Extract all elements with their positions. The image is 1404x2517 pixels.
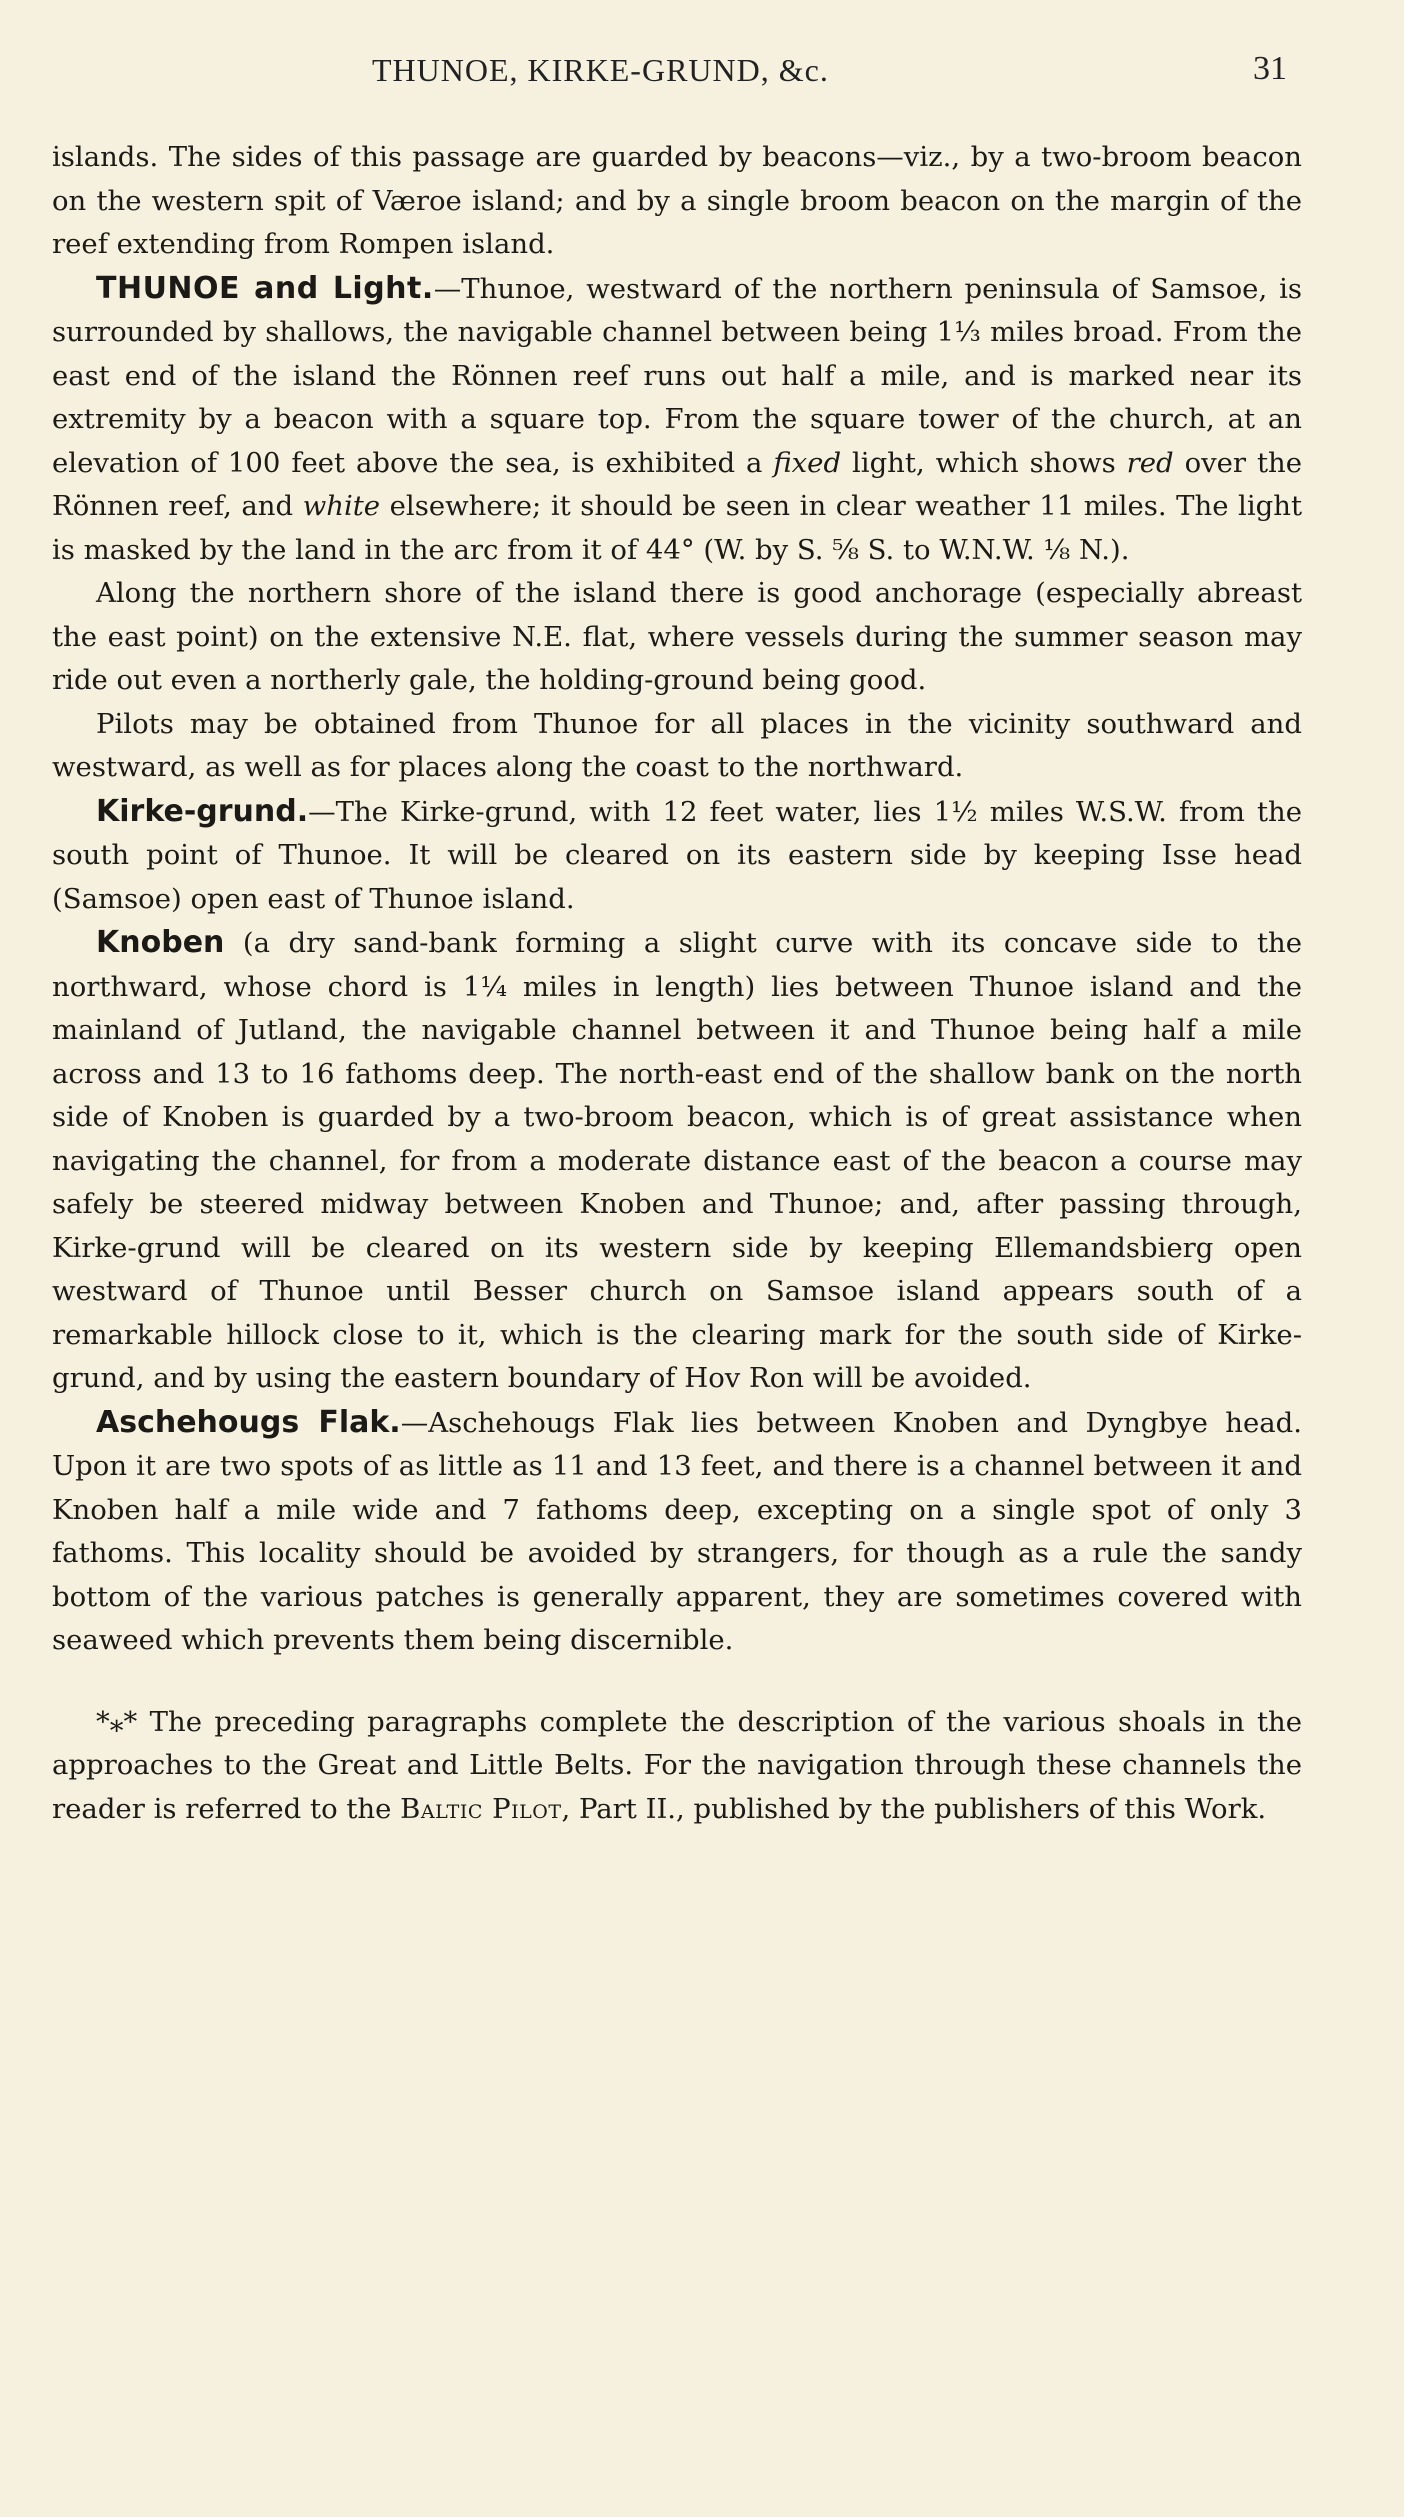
- paragraph-text: —The Kirke-grund, with 12 feet water, lies 1½ miles W.S.W. from the south point of Thunoe. It will be cleared on its eastern side by keeping Isse head (Samsoe) open east of Thunoe island.: [52, 795, 1302, 915]
- book-title-baltic-pilot: Baltic Pilot: [400, 1792, 562, 1825]
- italic-red: red: [1126, 446, 1174, 479]
- paragraph-text: elsewhere; it should be seen in clear weather 11 miles. The light is masked by the land in the arc from it of 44° (W. by S. ⅝ S. to W.N.W. ⅛ N.).: [52, 490, 1302, 566]
- paragraph-text: Pilots may be obtained from Thunoe for all places in the vicinity southward and westward, as well as for places along the coast to the northward.: [52, 707, 1302, 783]
- paragraph-text: The preceding paragraphs complete the description of the various shoals in the approaches to the Great and Little Belts. For the navigation through these channels the reader is referred to the: [52, 1705, 1302, 1825]
- paragraph-text: light, which shows: [851, 446, 1116, 479]
- section-heading-kirke-grund: Kirke-grund.: [96, 793, 309, 829]
- paragraph-text: Along the northern shore of the island there is good anchorage (especially abreast the east point) on the extensive N.E. flat, where vessels during the summer season may ride out even a northerly gale, the holding-ground being good.: [52, 577, 1302, 696]
- paragraph-pilots: [52, 703, 1302, 790]
- paragraph-anchorage: [52, 572, 1302, 703]
- paragraph-text: —Thunoe, westward of the northern peninsula of Samsoe, is surrounded by shallows, the navigable channel between being 1⅓ miles broad. From the east end of the island the Rönnen reef runs out half a mile, and is marked near its extremity by a beacon with a square top. From the square tower of the church, at an elevation of 100 feet above the sea, is exhibited a: [52, 272, 1302, 479]
- paragraph-aschehougs-flak: [52, 1401, 1302, 1663]
- asterism: *⁎*: [96, 1705, 138, 1738]
- paragraph-text: , Part II., published by the publishers of this Work.: [561, 1792, 1267, 1825]
- body-text: [52, 136, 1302, 1831]
- paragraph-text: (a dry sand-bank forming a slight curve with its concave side to the northward, whose chord is 1¼ miles in length) lies between Thunoe island and the mainland of Jutland, the navigable channel between it and Thunoe being half a mile across and 13 to 16 fathoms deep. The north-east end of the shallow bank on the north side of Knoben is guarded by a two-broom beacon, which is of great assistance when navigating the channel, for from a moderate distance east of the beacon a course may safely be steered midway between Knoben and Thunoe; and, after passing through, Kirke-grund will be cleared on its western side by keeping Ellemandsbierg open westward of Thunoe until Besser church on Samsoe island appears south of a remarkable hillock close to it, which is the clearing mark for the south side of Kirke-grund, and by using the eastern boundary of Hov Ron will be avoided.: [52, 927, 1302, 1394]
- paragraph-thunoe-light: [52, 267, 1302, 573]
- section-heading-knoben: Knoben: [96, 925, 225, 960]
- section-heading-aschehougs-flak: Aschehougs Flak.: [96, 1404, 401, 1440]
- paragraph-text: —Aschehougs Flak lies between Knoben and Dyngbye head. Upon it are two spots of as little as 11 and 13 feet, and there is a channel between it and Knoben half a mile wide and 7 fathoms deep, excepting on a single spot of only 3 fathoms. This locality should be avoided by strangers, for though as a rule the sandy bottom of the various patches is generally apparent, they are sometimes covered with seaweed which prevents them being discernible.: [52, 1406, 1302, 1656]
- paragraph-text: over the Rönnen reef, and: [52, 446, 1303, 522]
- page-number: 31: [1253, 50, 1287, 87]
- paragraph-islands: [52, 136, 1302, 267]
- paragraph-kirke-grund: [52, 790, 1302, 922]
- paragraph-knoben: [52, 921, 1302, 1401]
- section-heading-thunoe: THUNOE and Light.: [96, 270, 434, 306]
- section-gap: [52, 1663, 1302, 1701]
- paragraph-closing-note: [52, 1701, 1302, 1832]
- paragraph-text: islands. The sides of this passage are guarded by beacons—viz., by a two-broom beacon on the western spit of Væroe island; and by a single broom beacon on the margin of the reef extending from Rompen island.: [52, 141, 1302, 260]
- running-head: THUNOE, KIRKE-GRUND, &c.: [372, 52, 829, 88]
- italic-fixed: fixed: [773, 446, 842, 479]
- italic-white: white: [302, 490, 381, 522]
